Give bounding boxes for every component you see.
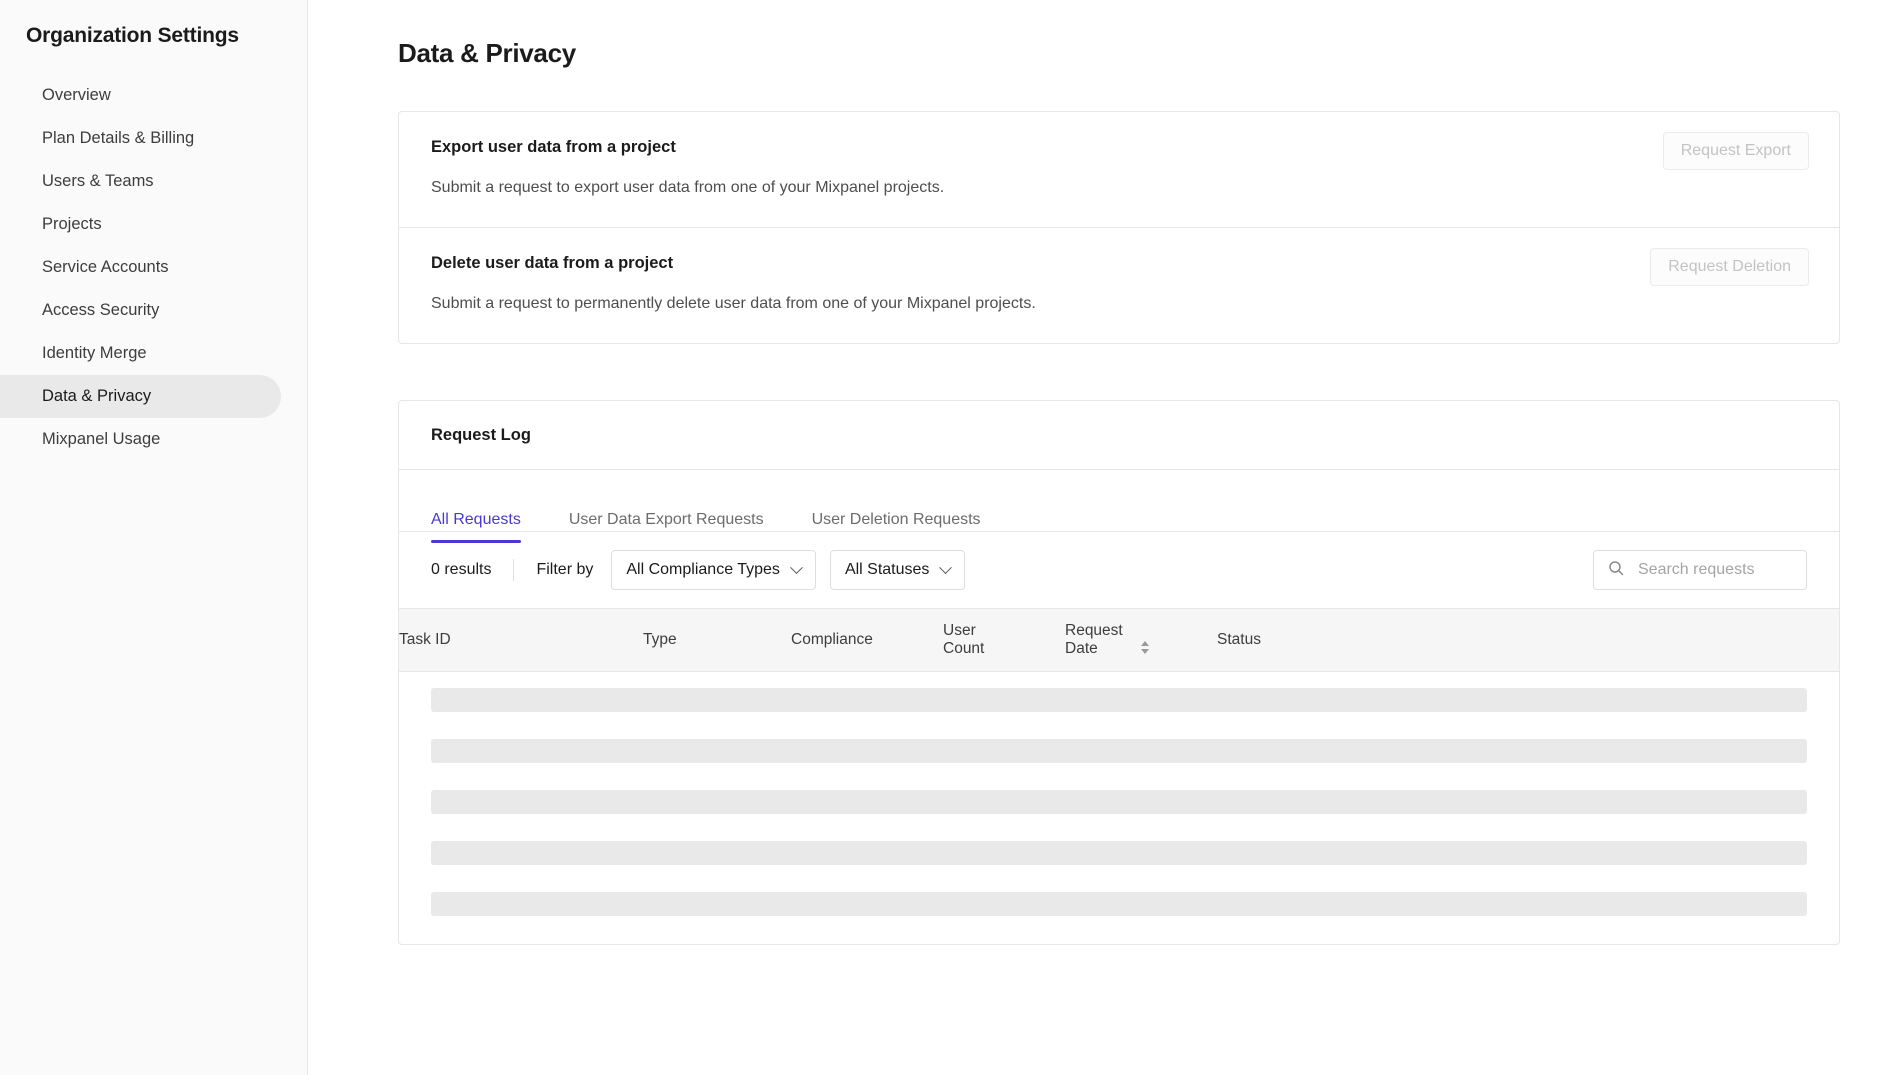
tab-label: User Data Export Requests	[568, 511, 764, 528]
sidebar-item-identity-merge[interactable]	[0, 332, 281, 375]
sidebar-item-service-accounts[interactable]	[0, 246, 281, 289]
skeleton-row	[431, 739, 1807, 763]
column-header-type[interactable]	[643, 609, 791, 672]
filter-by-label: Filter by	[536, 561, 594, 578]
status-filter[interactable]	[830, 550, 965, 590]
sort-toggle-icon[interactable]	[1141, 641, 1149, 654]
status-filter-value: All Statuses	[844, 561, 930, 578]
request-deletion-button[interactable]: Request Deletion	[1650, 248, 1809, 286]
skeleton-row	[431, 841, 1807, 865]
requests-table-head	[399, 609, 1839, 672]
delete-user-data-heading: Delete user data from a project	[431, 254, 674, 272]
column-label: Compliance	[791, 630, 873, 648]
column-header-compliance[interactable]	[791, 609, 943, 672]
export-user-data-heading: Export user data from a project	[431, 138, 676, 156]
toolbar-divider	[513, 559, 514, 581]
tab-user-data-export-requests[interactable]	[569, 511, 764, 543]
export-user-data-description: Submit a request to export user data from one of your Mixpanel projects.	[431, 179, 945, 196]
results-count: 0 results	[431, 561, 492, 578]
delete-user-data-row	[399, 227, 1839, 343]
column-label: Request Date	[1065, 622, 1123, 657]
sidebar-item-label: Service Accounts	[42, 258, 169, 276]
request-log-toolbar	[399, 532, 1839, 608]
compliance-type-filter-value: All Compliance Types	[626, 561, 780, 578]
tab-all-requests[interactable]	[431, 511, 521, 543]
table-header-row	[399, 609, 1839, 672]
data-requests-card	[398, 111, 1840, 344]
sidebar-item-label: Data & Privacy	[42, 387, 152, 405]
sidebar-nav	[0, 74, 307, 461]
tab-label: All Requests	[431, 511, 521, 528]
search-input[interactable]	[1636, 560, 1792, 580]
sidebar-item-access-security[interactable]	[0, 289, 281, 332]
column-label: Status	[1217, 630, 1261, 648]
sidebar-item-label: Projects	[42, 215, 102, 233]
skeleton-row	[431, 892, 1807, 916]
sidebar-item-label: Overview	[42, 86, 111, 104]
sidebar-item-label: Identity Merge	[42, 344, 147, 362]
skeleton-row	[431, 688, 1807, 712]
chevron-down-icon	[790, 561, 803, 574]
sidebar-item-label: Users & Teams	[42, 172, 154, 190]
chevron-down-icon	[940, 561, 953, 574]
sidebar-item-label: Mixpanel Usage	[42, 430, 161, 448]
sidebar-item-overview[interactable]	[0, 74, 281, 117]
search-requests-box[interactable]	[1593, 550, 1807, 590]
request-export-button[interactable]: Request Export	[1663, 132, 1809, 170]
sidebar-item-plan-details-billing[interactable]	[0, 117, 281, 160]
sidebar-title: Organization Settings	[26, 24, 239, 47]
requests-table	[399, 608, 1839, 672]
column-label: Task ID	[399, 630, 451, 648]
request-log-tabs	[399, 470, 1839, 532]
sidebar-item-mixpanel-usage[interactable]	[0, 418, 281, 461]
column-label: User Count	[943, 622, 985, 657]
export-user-data-row	[399, 112, 1839, 227]
skeleton-row	[431, 790, 1807, 814]
sidebar-item-projects[interactable]	[0, 203, 281, 246]
search-icon	[1608, 560, 1624, 581]
sidebar-item-label: Access Security	[42, 301, 160, 319]
column-header-request-date[interactable]	[1065, 609, 1217, 672]
column-header-task-id[interactable]	[399, 609, 643, 672]
sidebar-item-label: Plan Details & Billing	[42, 129, 195, 147]
column-label: Type	[643, 630, 677, 648]
main-content	[308, 0, 1886, 1075]
delete-user-data-description: Submit a request to permanently delete user data from one of your Mixpanel projects.	[431, 295, 1036, 312]
column-header-user-count[interactable]	[943, 609, 1065, 672]
table-loading-placeholder	[399, 672, 1839, 944]
page-title: Data & Privacy	[398, 38, 576, 68]
compliance-type-filter[interactable]	[611, 550, 816, 590]
sidebar	[0, 0, 308, 1075]
request-log-card	[398, 400, 1840, 945]
column-header-status[interactable]	[1217, 609, 1839, 672]
sidebar-item-data-privacy[interactable]	[0, 375, 281, 418]
tab-user-deletion-requests[interactable]	[812, 511, 981, 543]
sidebar-item-users-teams[interactable]	[0, 160, 281, 203]
tab-label: User Deletion Requests	[811, 511, 981, 528]
request-log-title: Request Log	[399, 401, 1839, 470]
